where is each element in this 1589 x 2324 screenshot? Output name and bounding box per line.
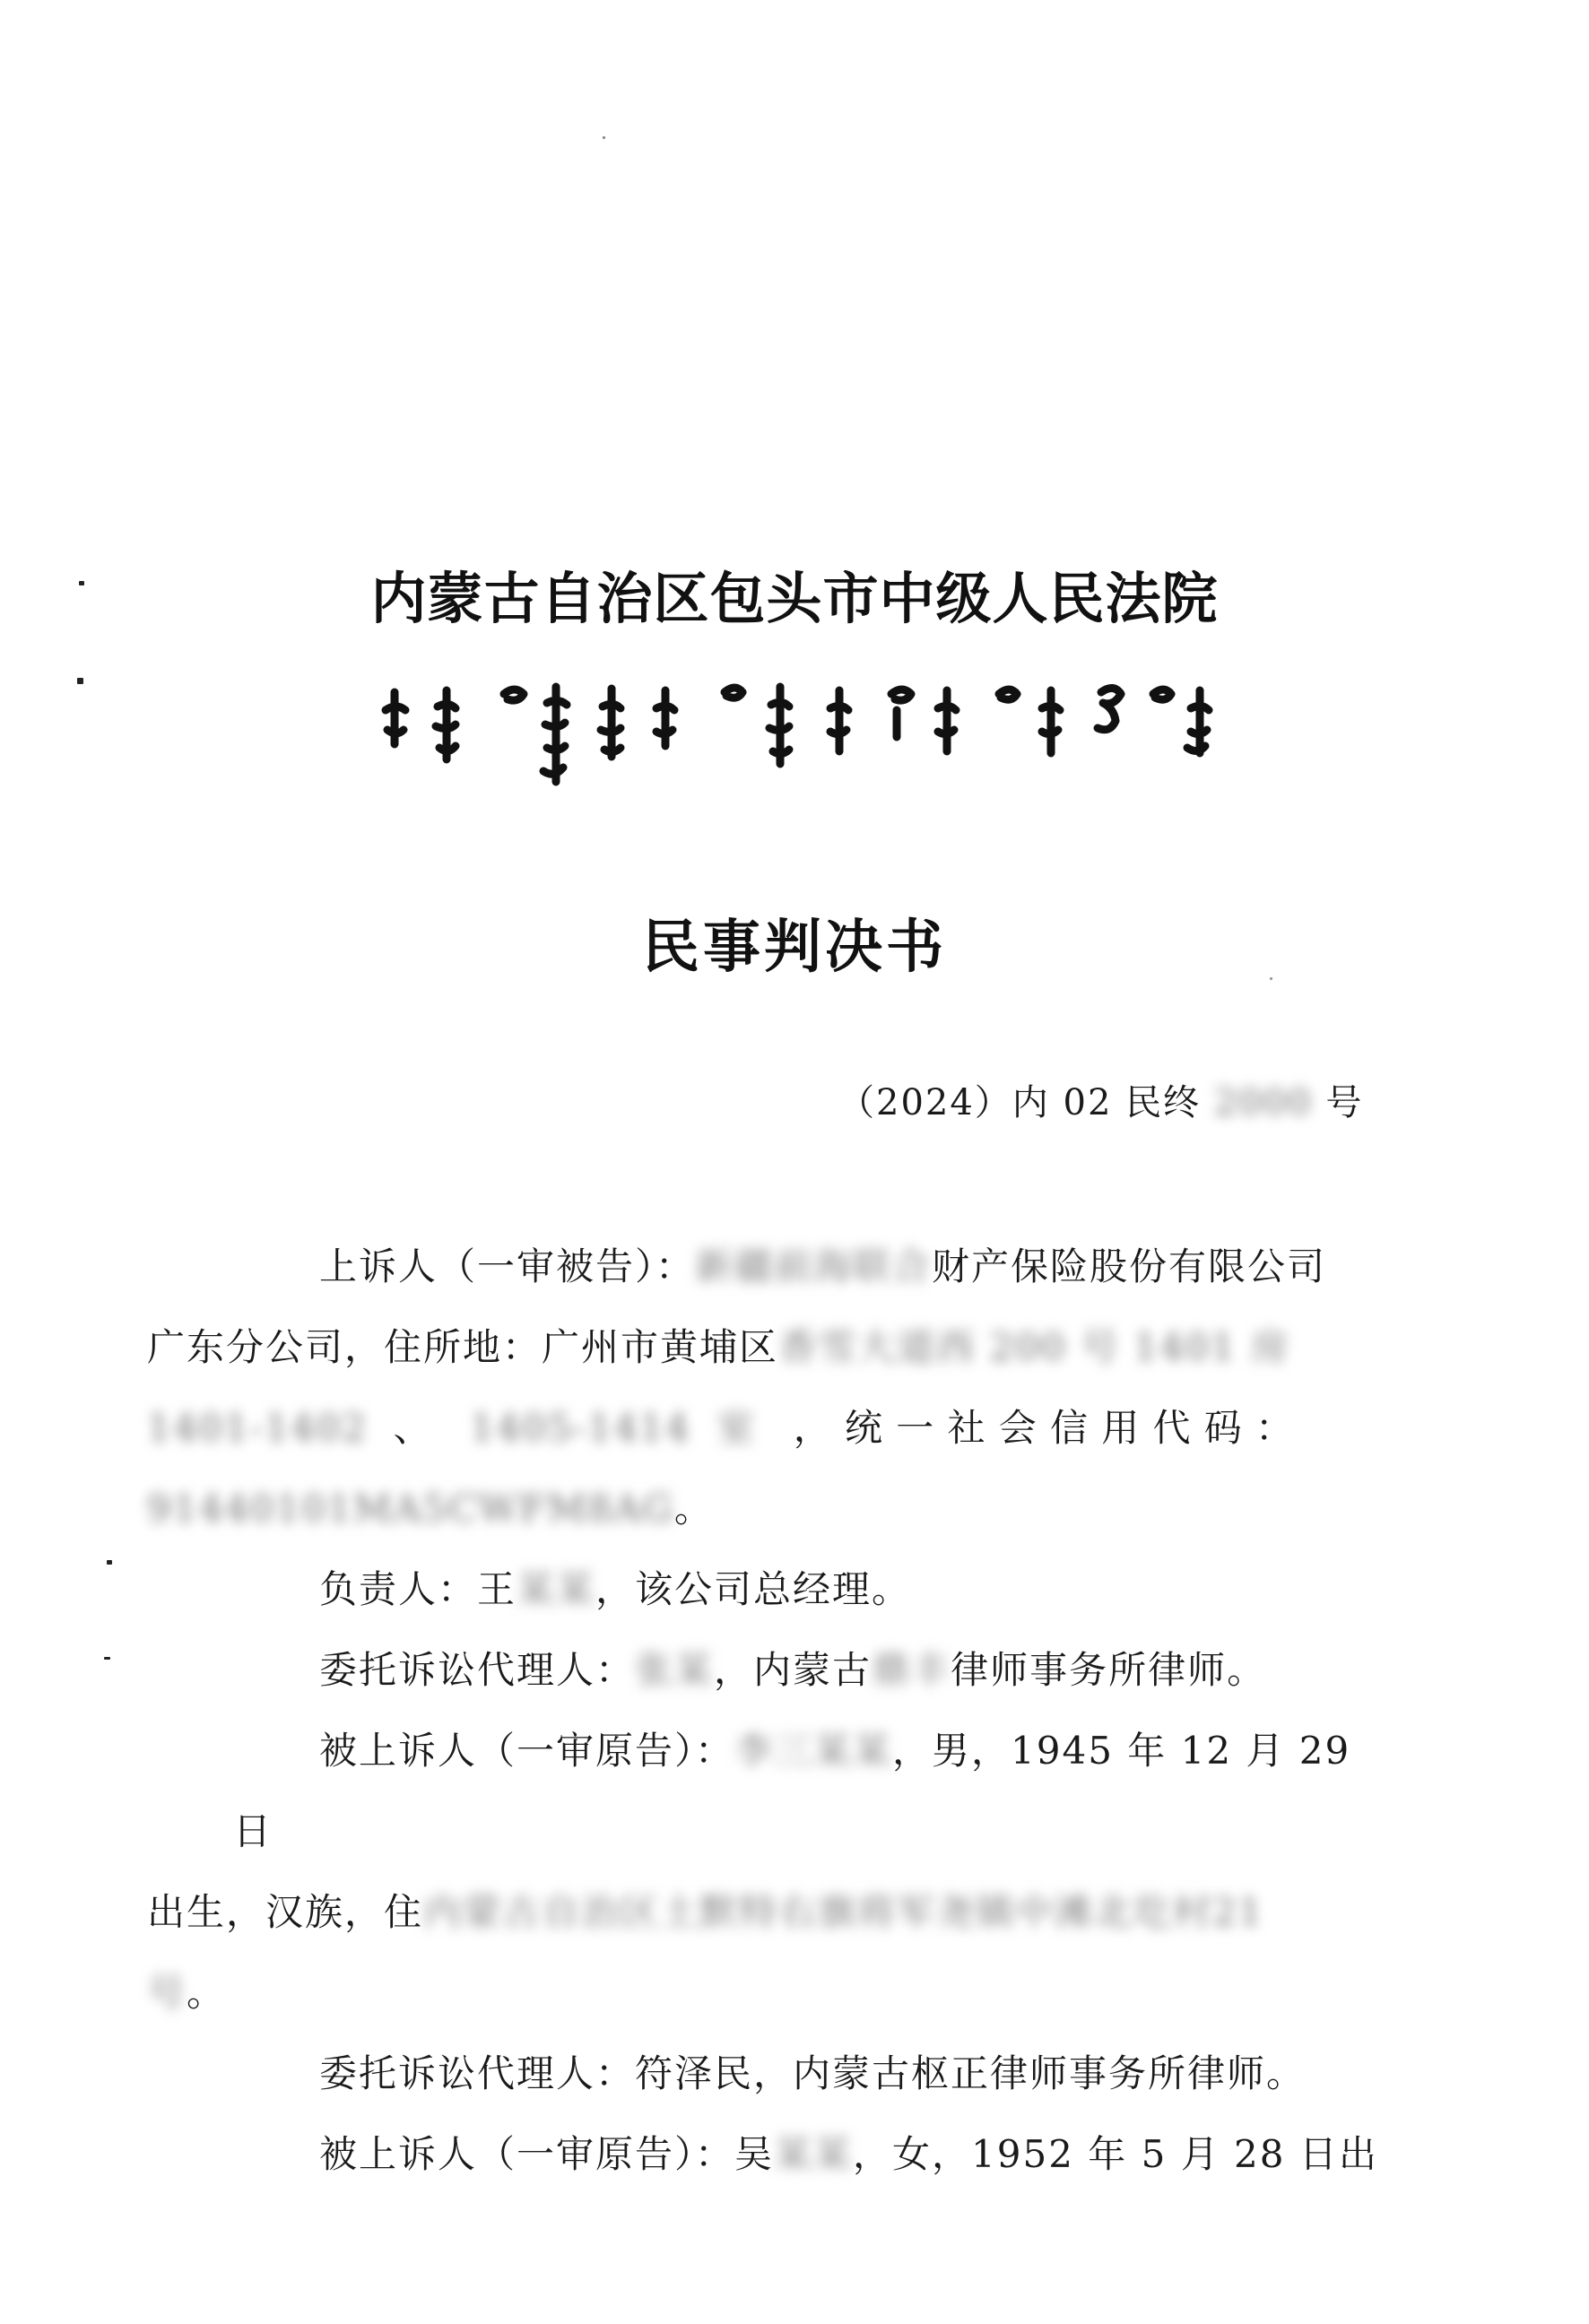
appellant-agent-paragraph	[233, 1630, 1381, 1711]
appellant-line2	[147, 1307, 1289, 1388]
appellee-1-text: ，男，1945 年 12 月 29 日	[233, 1729, 1351, 1853]
appellant-paragraph	[147, 1227, 1381, 1549]
mongolian-script-court-name	[377, 674, 1237, 791]
responsible-text: ，该公司总经理。	[595, 1567, 912, 1611]
appellee-2-paragraph	[233, 2114, 1381, 2195]
agent-label: 委托诉讼代理人：	[319, 1648, 636, 1692]
responsible-person-paragraph	[233, 1549, 1381, 1630]
appellee-1-line2	[147, 1872, 1263, 1953]
appellant-credit-code-label: ，统一社会信用代码：	[793, 1406, 1295, 1450]
appellee-agent-text: 符泽民，内蒙古枢正律师事务所律师。	[635, 2051, 1307, 2095]
case-number-prefix: （2024）内 02 民终	[838, 1082, 1214, 1123]
case-number-suffix: 号	[1312, 1082, 1364, 1123]
responsible-label: 负责人：王	[319, 1567, 517, 1611]
agent-text-b: 律师事务所律师。	[951, 1648, 1267, 1692]
appellee-1-address-redacted: 内蒙古自治区土默特右旗将军尧镇中滩北圪村21	[423, 1890, 1264, 1934]
appellant-room-sep: 、	[393, 1406, 445, 1450]
scan-speck	[104, 1657, 110, 1660]
appellee-agent-paragraph	[233, 2034, 1381, 2114]
appellant-room-redacted-a: 1401-1402	[147, 1406, 368, 1450]
case-number-redacted: 2000	[1213, 1082, 1313, 1123]
appellant-address-redacted: 香雪大道西 200 号 1401 房	[778, 1325, 1290, 1369]
scan-speck	[77, 678, 83, 684]
agent-org-redacted: 鼎丰	[872, 1648, 951, 1692]
appellee-2-name-redacted: 某某	[774, 2132, 854, 2176]
scan-speck	[107, 1560, 112, 1565]
responsible-name-redacted: 某某	[517, 1567, 596, 1611]
scan-speck	[603, 136, 605, 139]
judgment-body	[147, 1227, 1381, 2195]
appellee-1-birth-text: 出生，汉族，住	[147, 1890, 424, 1934]
appellee-agent-label: 委托诉讼代理人：	[319, 2051, 636, 2095]
appellee-1-line3-suffix: 。	[187, 1971, 227, 2015]
appellant-name-redacted: 新疆前海联合	[695, 1244, 933, 1288]
agent-name-redacted: 张某	[635, 1648, 715, 1692]
appellee-1-paragraph	[147, 1711, 1381, 2034]
appellant-name-text: 财产保险股份有限公司	[932, 1244, 1327, 1288]
appellee-1-name-redacted: 李三某某	[734, 1729, 893, 1773]
appellant-line3	[147, 1388, 1295, 1469]
appellant-line4-suffix: 。	[673, 1487, 714, 1531]
appellant-address-text: 广东分公司，住所地：广州市黄埔区	[147, 1325, 779, 1369]
appellant-credit-code-redacted: 91440101MA5CWFM8AG	[147, 1487, 674, 1531]
case-number	[838, 1074, 1363, 1125]
court-name-heading: 内蒙古自治区包头市中级人民法院	[370, 566, 1219, 631]
appellant-line4	[147, 1469, 714, 1549]
appellant-label: 上诉人（一审被告）：	[319, 1244, 696, 1288]
mongolian-script-graphic	[377, 674, 1237, 791]
agent-text-a: ，内蒙古	[714, 1648, 873, 1692]
appellee-1-address-redacted-2: 号	[147, 1971, 187, 2015]
appellee-2-text: ，女，1952 年 5 月 28 日出	[853, 2132, 1378, 2176]
appellee-1-line3	[147, 1953, 226, 2034]
appellee-1-label: 被上诉人（一审原告）：	[319, 1729, 735, 1773]
document-title: 民事判决书	[642, 915, 947, 981]
appellee-2-label: 被上诉人（一审原告）：吴	[319, 2132, 775, 2176]
appellant-room-redacted-b: 1405-1414 室	[470, 1406, 768, 1450]
